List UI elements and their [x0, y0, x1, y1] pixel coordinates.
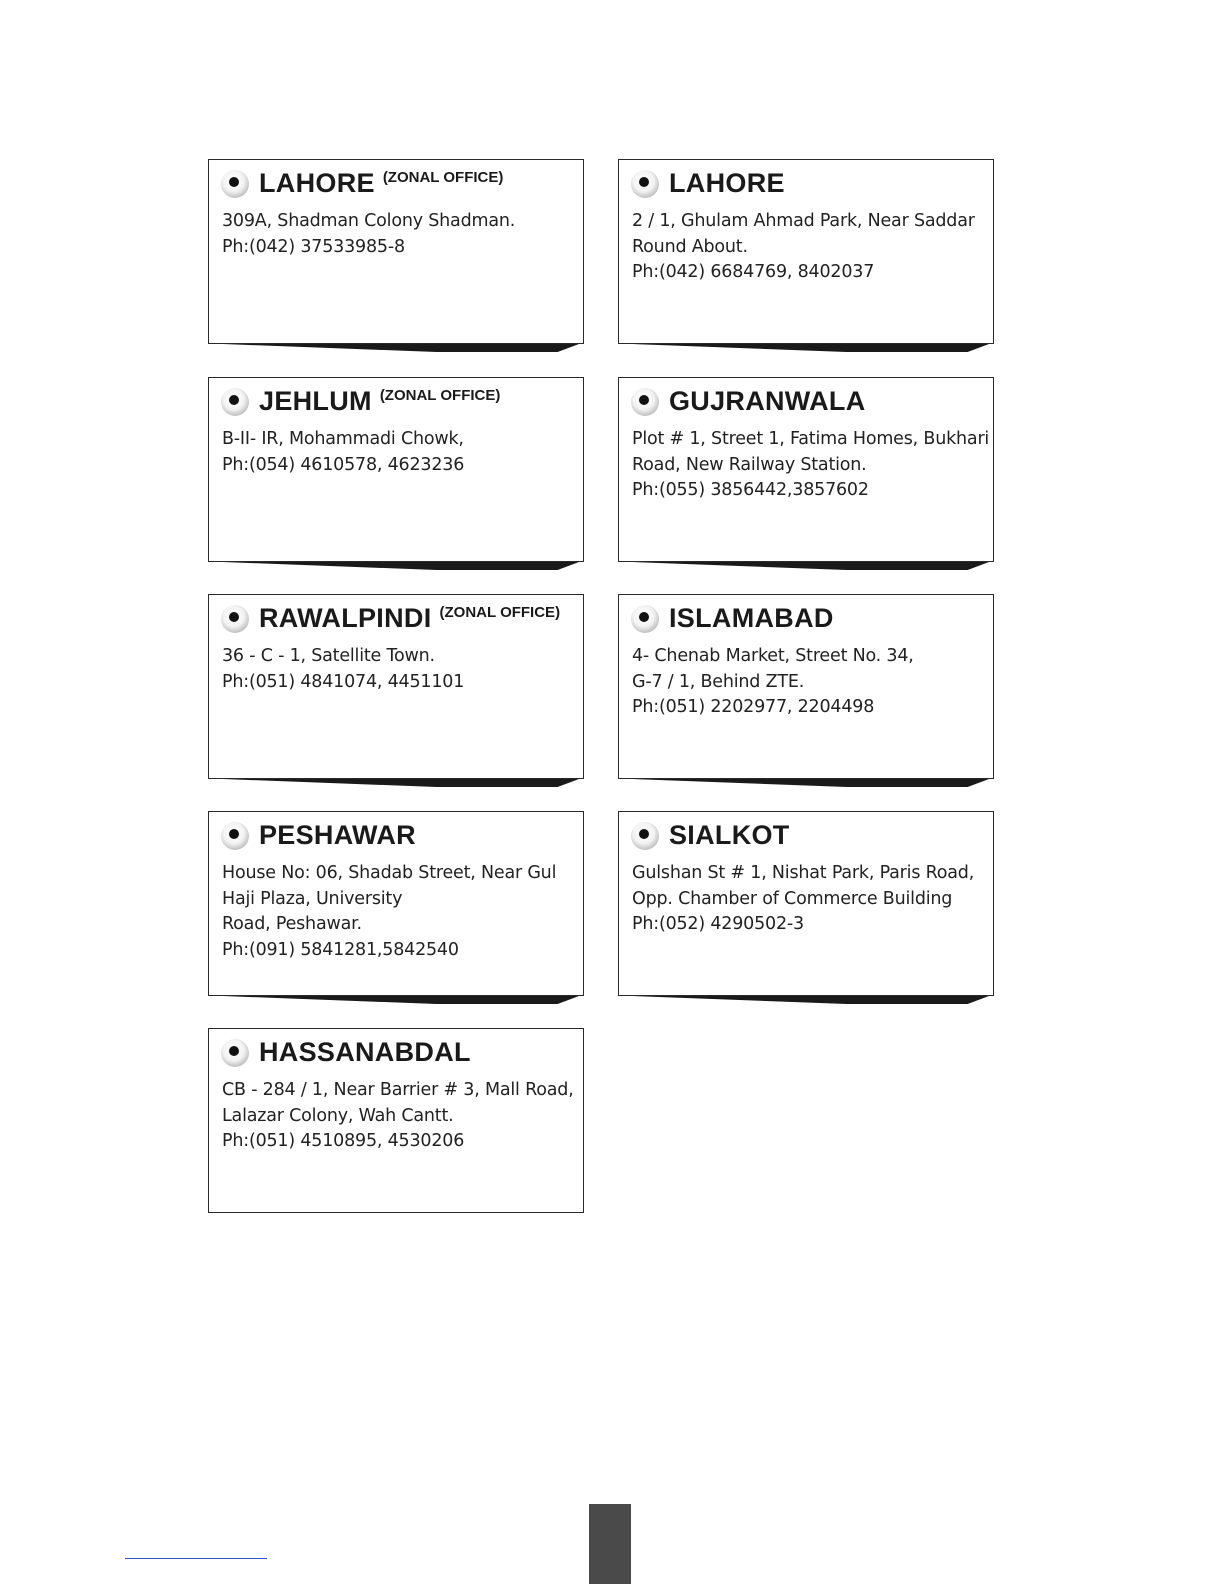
office-card-header: [221, 1037, 471, 1068]
office-card-jehlum-zonal: [208, 377, 584, 562]
bullet-icon: [221, 170, 249, 198]
office-address: [632, 861, 987, 938]
office-card-header: [221, 168, 503, 199]
address-line: Haji Plaza, University: [222, 888, 403, 909]
office-tag: (ZONAL OFFICE): [379, 387, 501, 404]
office-city: ISLAMABAD: [669, 603, 834, 633]
page-tab-marker: [589, 1504, 631, 1584]
card-shadow: [223, 996, 579, 1004]
office-city: PESHAWAR: [259, 820, 416, 850]
address-line: 2 / 1, Ghulam Ahmad Park, Near Saddar: [632, 211, 975, 231]
office-tag: (ZONAL OFFICE): [439, 604, 561, 621]
bullet-icon: [221, 822, 249, 850]
card-shadow: [223, 344, 579, 352]
office-address: [632, 427, 990, 504]
office-city: GUJRANWALA: [669, 386, 866, 416]
bullet-icon: [221, 605, 249, 633]
office-city: SIALKOT: [669, 820, 790, 850]
phone-line: Ph:(055) 3856442,3857602: [632, 480, 869, 500]
card-shadow: [223, 779, 579, 787]
office-address: [222, 427, 577, 478]
office-address: [222, 644, 577, 695]
office-card-header: [631, 603, 834, 634]
office-city: RAWALPINDI: [259, 603, 432, 633]
address-line: Opp. Chamber of Commerce Building: [632, 888, 953, 909]
office-address: [632, 209, 987, 286]
office-card-sialkot: [618, 811, 994, 996]
address-line: 36 - C - 1, Satellite Town.: [222, 646, 435, 666]
office-address: [632, 644, 987, 721]
office-card-hassanabdal: [208, 1028, 584, 1213]
address-line: CB - 284 / 1, Near Barrier # 3, Mall Road,: [222, 1080, 574, 1100]
address-line: House No: 06, Shadab Street, Near Gul: [222, 863, 557, 883]
card-shadow: [633, 562, 989, 570]
bullet-icon: [221, 388, 249, 416]
office-card-header: [631, 820, 790, 851]
office-tag: (ZONAL OFFICE): [382, 169, 504, 186]
office-address: [222, 861, 577, 963]
phone-line: Ph:(052) 4290502-3: [632, 914, 804, 934]
office-card-header: [631, 168, 785, 199]
address-line: Lalazar Colony, Wah Cantt.: [222, 1105, 454, 1126]
address-line: Plot # 1, Street 1, Fatima Homes, Bukhari: [632, 429, 990, 449]
bullet-icon: [631, 388, 659, 416]
office-card-islamabad: [618, 594, 994, 779]
address-line: Road, New Railway Station.: [632, 454, 867, 475]
card-shadow: [223, 562, 579, 570]
phone-line: Ph:(051) 4841074, 4451101: [222, 671, 465, 692]
card-shadow: [633, 996, 989, 1004]
office-city: LAHORE: [669, 168, 785, 198]
office-card-header: [631, 386, 866, 417]
office-card-header: [221, 820, 416, 851]
office-city: HASSANABDAL: [259, 1037, 471, 1067]
card-shadow: [633, 344, 989, 352]
office-card-lahore: [618, 159, 994, 344]
address-line: Road, Peshawar.: [222, 914, 362, 934]
office-card-peshawar: [208, 811, 584, 996]
office-card-rawalpindi-zonal: [208, 594, 584, 779]
bullet-icon: [631, 822, 659, 850]
phone-line: Ph:(054) 4610578, 4623236: [222, 454, 465, 475]
phone-line: Ph:(042) 37533985-8: [222, 236, 405, 257]
office-city: LAHORE: [259, 168, 375, 198]
office-card-header: [221, 603, 560, 634]
phone-line: Ph:(051) 4510895, 4530206: [222, 1131, 465, 1151]
phone-line: Ph:(051) 2202977, 2204498: [632, 697, 875, 717]
phone-line: Ph:(091) 5841281,5842540: [222, 939, 459, 960]
bullet-icon: [221, 1039, 249, 1067]
address-line: Gulshan St # 1, Nishat Park, Paris Road,: [632, 863, 975, 883]
office-address: [222, 209, 577, 260]
address-line: Round About.: [632, 236, 748, 257]
address-line: G-7 / 1, Behind ZTE.: [632, 671, 805, 692]
phone-line: Ph:(042) 6684769, 8402037: [632, 262, 875, 282]
footer-rule: [125, 1558, 267, 1559]
address-line: B-II- IR, Mohammadi Chowk,: [222, 429, 464, 449]
address-line: 309A, Shadman Colony Shadman.: [222, 211, 516, 231]
office-address: [222, 1078, 577, 1155]
office-card-header: [221, 386, 500, 417]
office-card-lahore-zonal: [208, 159, 584, 344]
bullet-icon: [631, 170, 659, 198]
card-shadow: [633, 779, 989, 787]
office-city: JEHLUM: [259, 386, 372, 416]
bullet-icon: [631, 605, 659, 633]
office-card-gujranwala: [618, 377, 994, 562]
address-line: 4- Chenab Market, Street No. 34,: [632, 646, 914, 666]
